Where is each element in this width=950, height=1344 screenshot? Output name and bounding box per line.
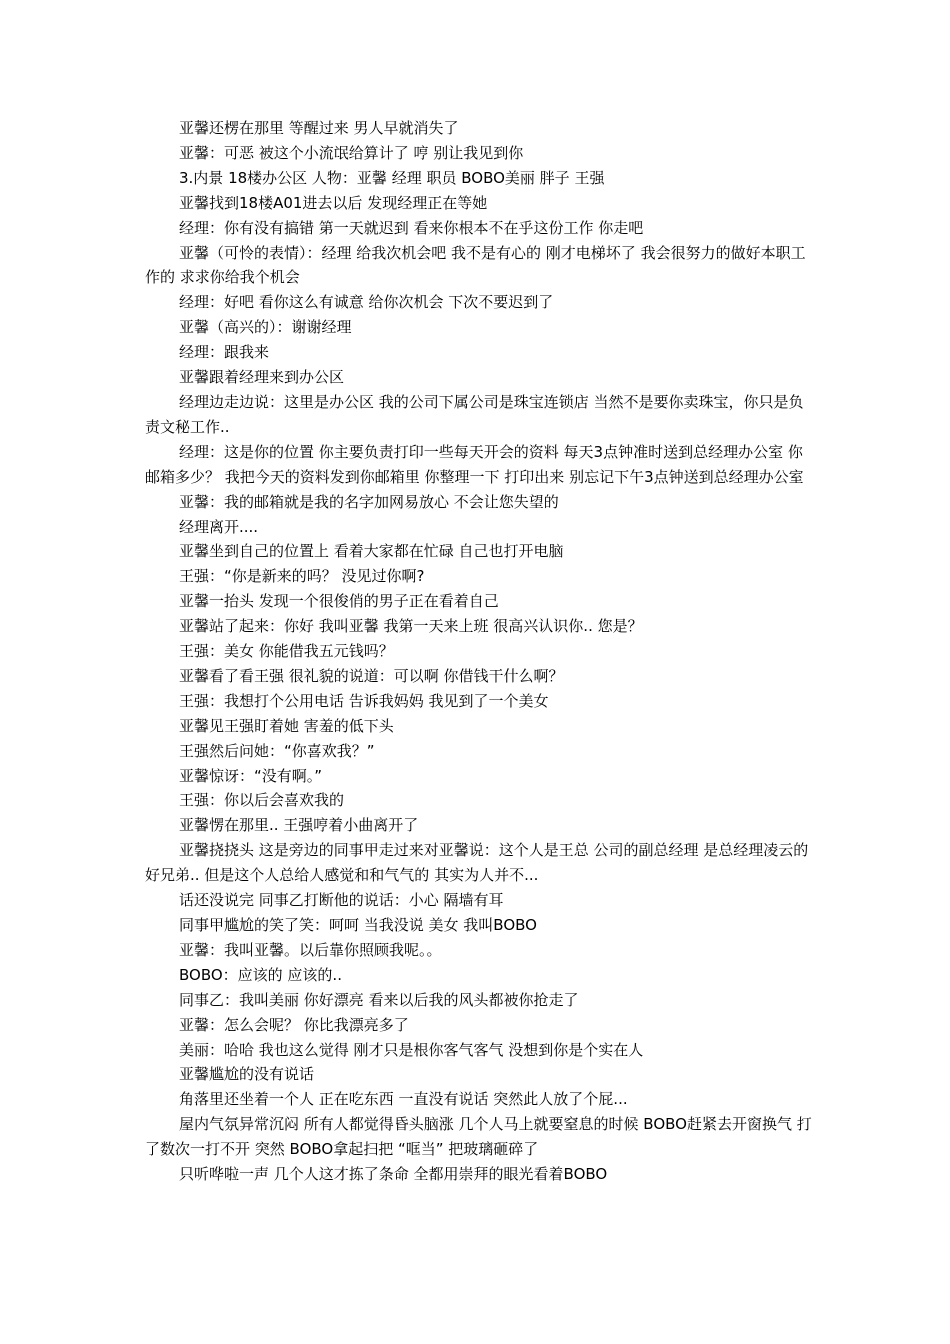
paragraph: 经理：你有没有搞错 第一天就迟到 看来你根本不在乎这份工作 你走吧 [179, 218, 644, 237]
paragraph: 经理离开.... [179, 517, 259, 536]
paragraph: 亚馨站了起来：你好 我叫亚馨 我第一天来上班 很高兴认识你.. 您是？ [179, 617, 643, 636]
paragraph: 亚馨找到18楼A01进去以后 发现经理正在等她 [179, 193, 488, 212]
paragraph: 亚馨（高兴的）：谢谢经理 [179, 318, 352, 337]
paragraph: 王强：“你是新来的吗？ 没见过你啊? [179, 567, 425, 586]
paragraph: 同事甲尴尬的笑了笑：呵呵 当我没说 美女 我叫BOBO [179, 916, 537, 934]
paragraph: 王强：美女 你能借我五元钱吗？ [179, 642, 394, 661]
paragraph: 经理：这是你的位置 你主要负责打印一些每天开会的资料 每天3点钟准时送到总经理办公室 你邮箱多少？ 我把今天的资料发到你邮箱里 你整理一下 打印出来 别忘记下午3点钟送到总经理办公室 [145, 442, 804, 486]
paragraph: 亚馨还楞在那里 等醒过来 男人早就消失了 [179, 119, 459, 137]
paragraph: 亚馨惊讶：“没有啊。” [179, 766, 323, 785]
paragraph: 亚馨一抬头 发现一个很俊俏的男子正在看着自己 [179, 592, 499, 611]
paragraph: 亚馨：怎么会呢？ 你比我漂亮多了 [179, 1015, 409, 1034]
paragraph: 亚馨愣在那里.. 王强哼着小曲离开了 [179, 816, 419, 835]
paragraph: 亚馨（可怜的表情）：经理 给我次机会吧 我不是有心的 刚才电梯坏了 我会很努力的做好本职工作的 求求你给我个机会 [145, 243, 806, 287]
paragraph: 王强：我想打个公用电话 告诉我妈妈 我见到了一个美女 [179, 691, 549, 710]
document-body [145, 116, 813, 1187]
paragraph: 经理：跟我来 [179, 343, 270, 362]
paragraph: 亚馨坐到自己的位置上 看着大家都在忙碌 自己也打开电脑 [179, 542, 564, 561]
paragraph: 亚馨：我的邮箱就是我的名字加网易放心 不会让您失望的 [179, 492, 559, 511]
paragraph: 亚馨见王强盯着她 害羞的低下头 [179, 716, 394, 735]
paragraph: 角落里还坐着一个人 正在吃东西 一直没有说话 突然此人放了个屁... [179, 1090, 628, 1109]
scene-heading: 3.内景 18楼办公区 人物：亚馨 经理 职员 BOBO美丽 胖子 王强 [179, 168, 605, 187]
paragraph: 亚馨看了看王强 很礼貌的说道：可以啊 你借钱干什么啊？ [179, 666, 564, 685]
paragraph: 屋内气氛异常沉闷 所有人都觉得昏头脑涨 几个人马上就要窒息的时候 BOBO赶紧去开窗换气 打了数次一打不开 突然 BOBO拿起扫把 “哐当” 把玻璃砸碎了 [145, 1115, 812, 1159]
paragraph: 美丽：哈哈 我也这么觉得 刚才只是根你客气客气 没想到你是个实在人 [179, 1040, 644, 1059]
paragraph: 亚馨跟着经理来到办公区 [179, 368, 345, 387]
paragraph: 话还没说完 同事乙打断他的说话：小心 隔墙有耳 [179, 891, 504, 910]
paragraph: 亚馨挠挠头 这是旁边的同事甲走过来对亚馨说：这个人是王总 公司的副总经理 是总经理凌云的好兄弟.. 但是这个人总给人感觉和和气气的 其实为人并不... [145, 841, 809, 885]
paragraph: 同事乙：我叫美丽 你好漂亮 看来以后我的风头都被你抢走了 [179, 990, 579, 1009]
paragraph: 亚馨尴尬的没有说话 [179, 1065, 315, 1084]
paragraph: 王强：你以后会喜欢我的 [179, 791, 345, 810]
paragraph: 经理边走边说：这里是办公区 我的公司下属公司是珠宝连锁店 当然不是要你卖珠宝，你只是负责文秘工作.. [145, 392, 804, 436]
paragraph: 王强然后问她：“你喜欢我？” [179, 741, 375, 760]
paragraph: BOBO：应该的 应该的.. [179, 965, 342, 984]
paragraph: 经理：好吧 看你这么有诚意 给你次机会 下次不要迟到了 [179, 293, 554, 312]
paragraph: 只听哗啦一声 几个人这才拣了条命 全都用崇拜的眼光看着BOBO [179, 1165, 608, 1184]
paragraph: 亚馨：可恶 被这个小流氓给算计了 哼 别让我见到你 [179, 143, 524, 162]
paragraph: 亚馨：我叫亚馨。以后靠你照顾我呢。。 [179, 940, 442, 959]
